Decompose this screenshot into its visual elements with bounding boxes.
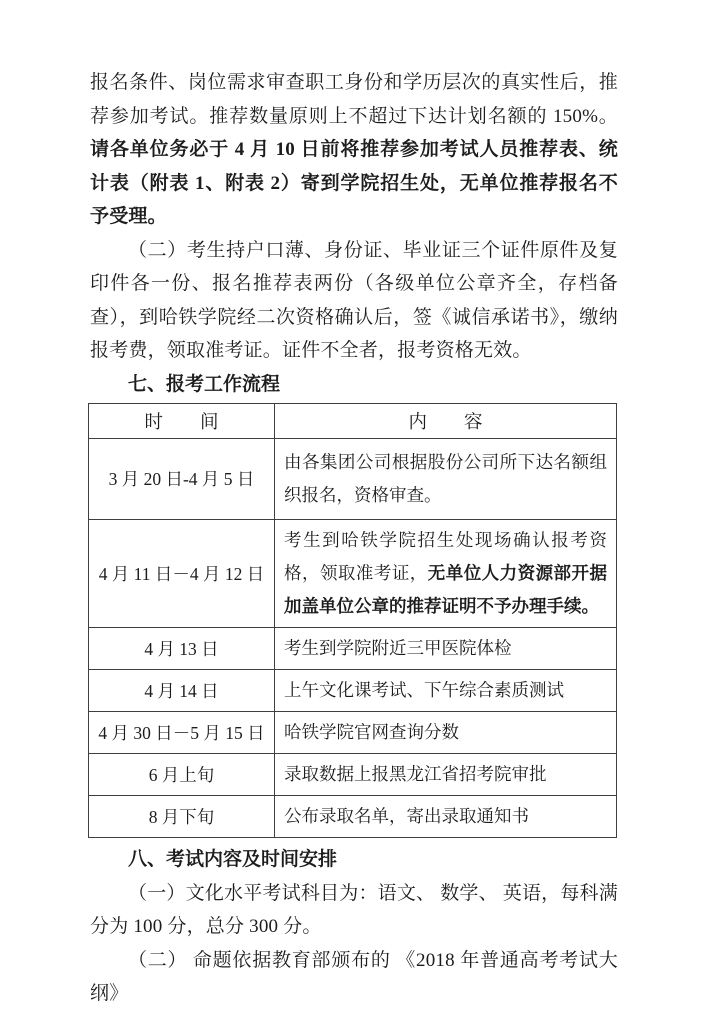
time-cell: 8 月下旬	[89, 796, 275, 838]
content-cell	[275, 439, 617, 520]
section-7-heading: 七、报考工作流程	[128, 373, 281, 395]
content-text: 由各集团公司根据股份公司所下达名额组织报名，资格审查。	[284, 452, 607, 505]
paragraph-exam-subjects: （一）文化水平考试科目为：语文、 数学、 英语，每科满分为 100 分，总分 300 分。	[90, 882, 618, 937]
table-row-1	[89, 439, 617, 520]
time-cell: 6 月上旬	[89, 754, 275, 796]
content-text: 哈铁学院官网查询分数	[284, 722, 459, 742]
paragraph-certificate-requirements: （二）考生持户口薄、身份证、毕业证三个证件原件及复印件各一份、报名推荐表两份（各级单位公章齐全，存档备查），到哈铁学院经二次资格确认后，签《诚信承诺书》，缴纳报考费，领取准考证。证件不全者，报考资格无效。	[90, 239, 618, 361]
table-row-6	[89, 754, 617, 796]
paragraph-registration-recommendation	[90, 66, 618, 234]
content-column-header: 内 容	[275, 404, 617, 439]
content-text: 公布录取名单，寄出录取通知书	[284, 806, 529, 826]
content-cell	[275, 628, 617, 670]
time-cell: 4 月 14 日	[89, 670, 275, 712]
time-cell: 4 月 30 日－5 月 15 日	[89, 712, 275, 754]
content-text: 考生到哈铁学院招生处现场确认报考资格，领取准考证，	[284, 530, 607, 583]
content-cell	[275, 670, 617, 712]
paragraph-1-bold-text: 请各单位务必于 4 月 10 日前将推荐参加考试人员推荐表、统计表（附表 1、附表 2）寄到学院招生处，无单位推荐报名不予受理。	[90, 139, 618, 227]
table-row-3	[89, 628, 617, 670]
content-cell	[275, 796, 617, 838]
paragraph-1-normal-text: 报名条件、岗位需求审查职工身份和学历层次的真实性后，推荐参加考试。推荐数量原则上不超过下达计划名额的 150%。	[90, 72, 618, 127]
paragraph-exam-syllabus: （二） 命题依据教育部颁布的 《2018 年普通高考考试大纲》	[90, 949, 618, 1004]
table-row-2	[89, 520, 617, 628]
content-bold-text: 无单位人力资源部开据加盖单位公章的推荐证明不予办理手续。	[284, 563, 608, 616]
table-header-row	[89, 404, 617, 439]
section-8-heading: 八、考试内容及时间安排	[128, 849, 338, 870]
time-cell: 4 月 11 日－4 月 12 日	[89, 520, 275, 628]
time-cell: 3 月 20 日-4 月 5 日	[89, 439, 275, 520]
registration-schedule-table	[88, 403, 617, 838]
content-cell	[275, 712, 617, 754]
time-cell: 4 月 13 日	[89, 628, 275, 670]
content-cell	[275, 520, 617, 628]
table-row-7	[89, 796, 617, 838]
content-text: 上午文化课考试、下午综合素质测试	[284, 680, 564, 700]
content-text: 录取数据上报黑龙江省招考院审批	[284, 764, 547, 784]
table-row-5	[89, 712, 617, 754]
table-row-4	[89, 670, 617, 712]
content-text: 考生到学院附近三甲医院体检	[284, 638, 512, 658]
content-cell	[275, 754, 617, 796]
time-column-header: 时 间	[89, 404, 275, 439]
